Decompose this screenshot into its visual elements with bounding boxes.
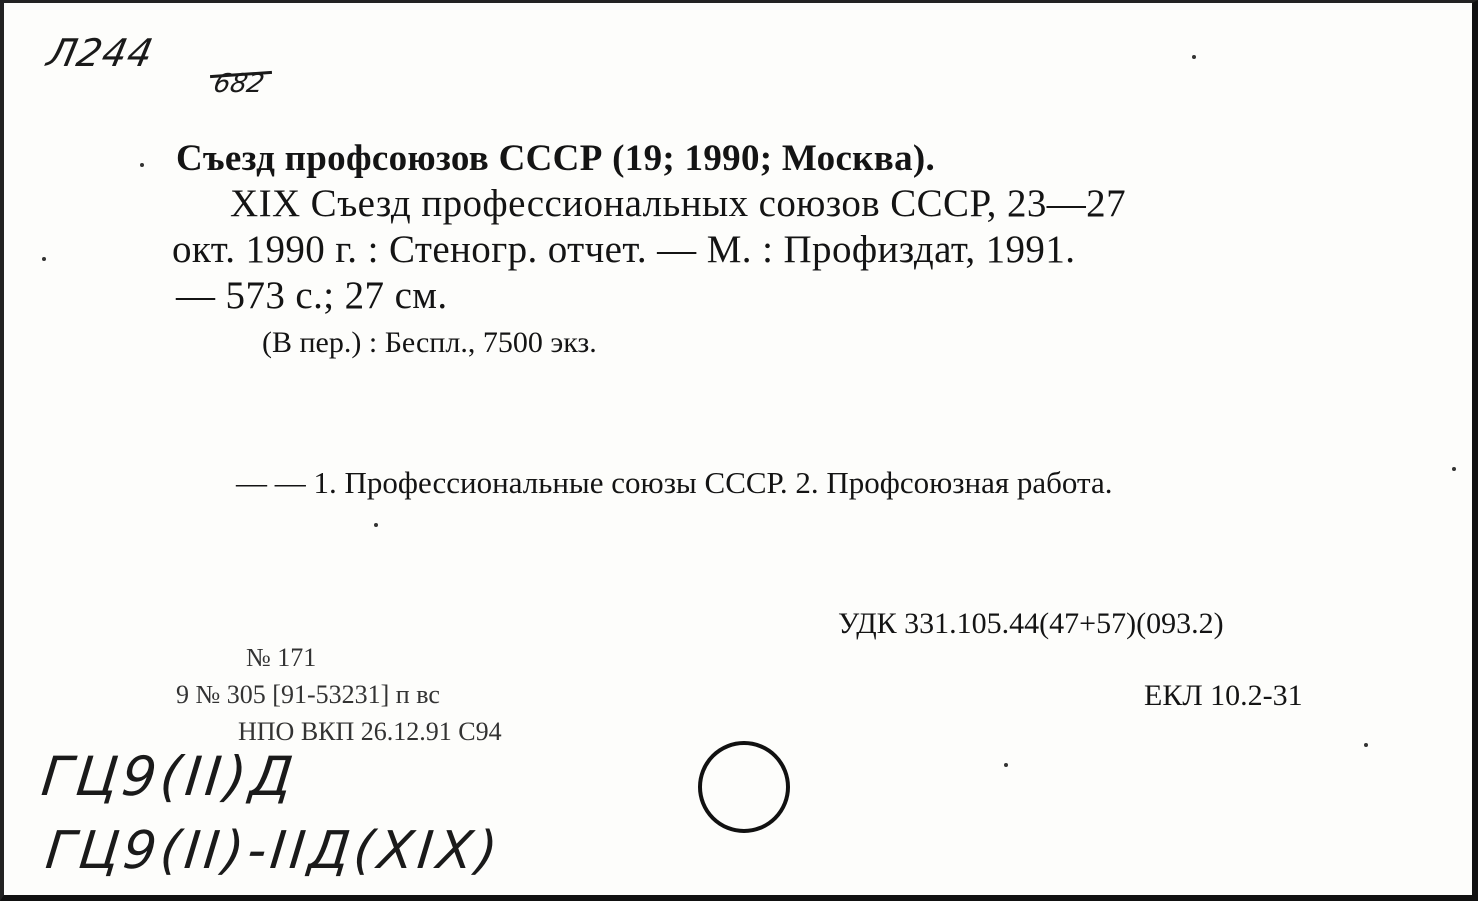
- card-heading: Съезд профсоюзов СССР (19; 1990; Москва).: [176, 138, 936, 179]
- inventory-number: Л244: [43, 31, 158, 75]
- punch-hole-circle: [698, 741, 790, 833]
- order-number: № 171: [246, 643, 317, 672]
- specks: [1364, 743, 1368, 747]
- specks: [374, 523, 378, 527]
- shelf-mark-2: ГЦ9(II)-IIД(XIX): [42, 821, 505, 881]
- description-line-2: окт. 1990 г. : Стеногр. отчет. — М. : Профиздат, 1991.: [172, 228, 1076, 271]
- udk-code: УДК 331.105.44(47+57)(093.2): [838, 607, 1224, 640]
- specks: [1452, 467, 1456, 471]
- specks: [42, 257, 46, 261]
- specks: [1004, 763, 1008, 767]
- subject-headings: — — 1. Профессиональные союзы СССР. 2. Профсоюзная работа.: [236, 465, 1113, 500]
- ekl-code: ЕКЛ 10.2-31: [1144, 679, 1303, 712]
- description-line-1: XIX Съезд профессиональных союзов СССР, 23—27: [230, 182, 1126, 225]
- price-note: (В пер.) : Беспл., 7500 экз.: [262, 326, 597, 359]
- composition-line: 9 № 305 [91-53231] п вс: [176, 680, 440, 709]
- shelf-mark-1: ГЦ9(II)Д: [38, 745, 300, 808]
- inventory-sub-number: 682: [210, 69, 267, 99]
- specks: [1192, 55, 1196, 59]
- description-line-3: — 573 с.; 27 см.: [176, 274, 448, 317]
- specks: [140, 163, 144, 167]
- npo-line: НПО ВКП 26.12.91 С94: [238, 717, 502, 746]
